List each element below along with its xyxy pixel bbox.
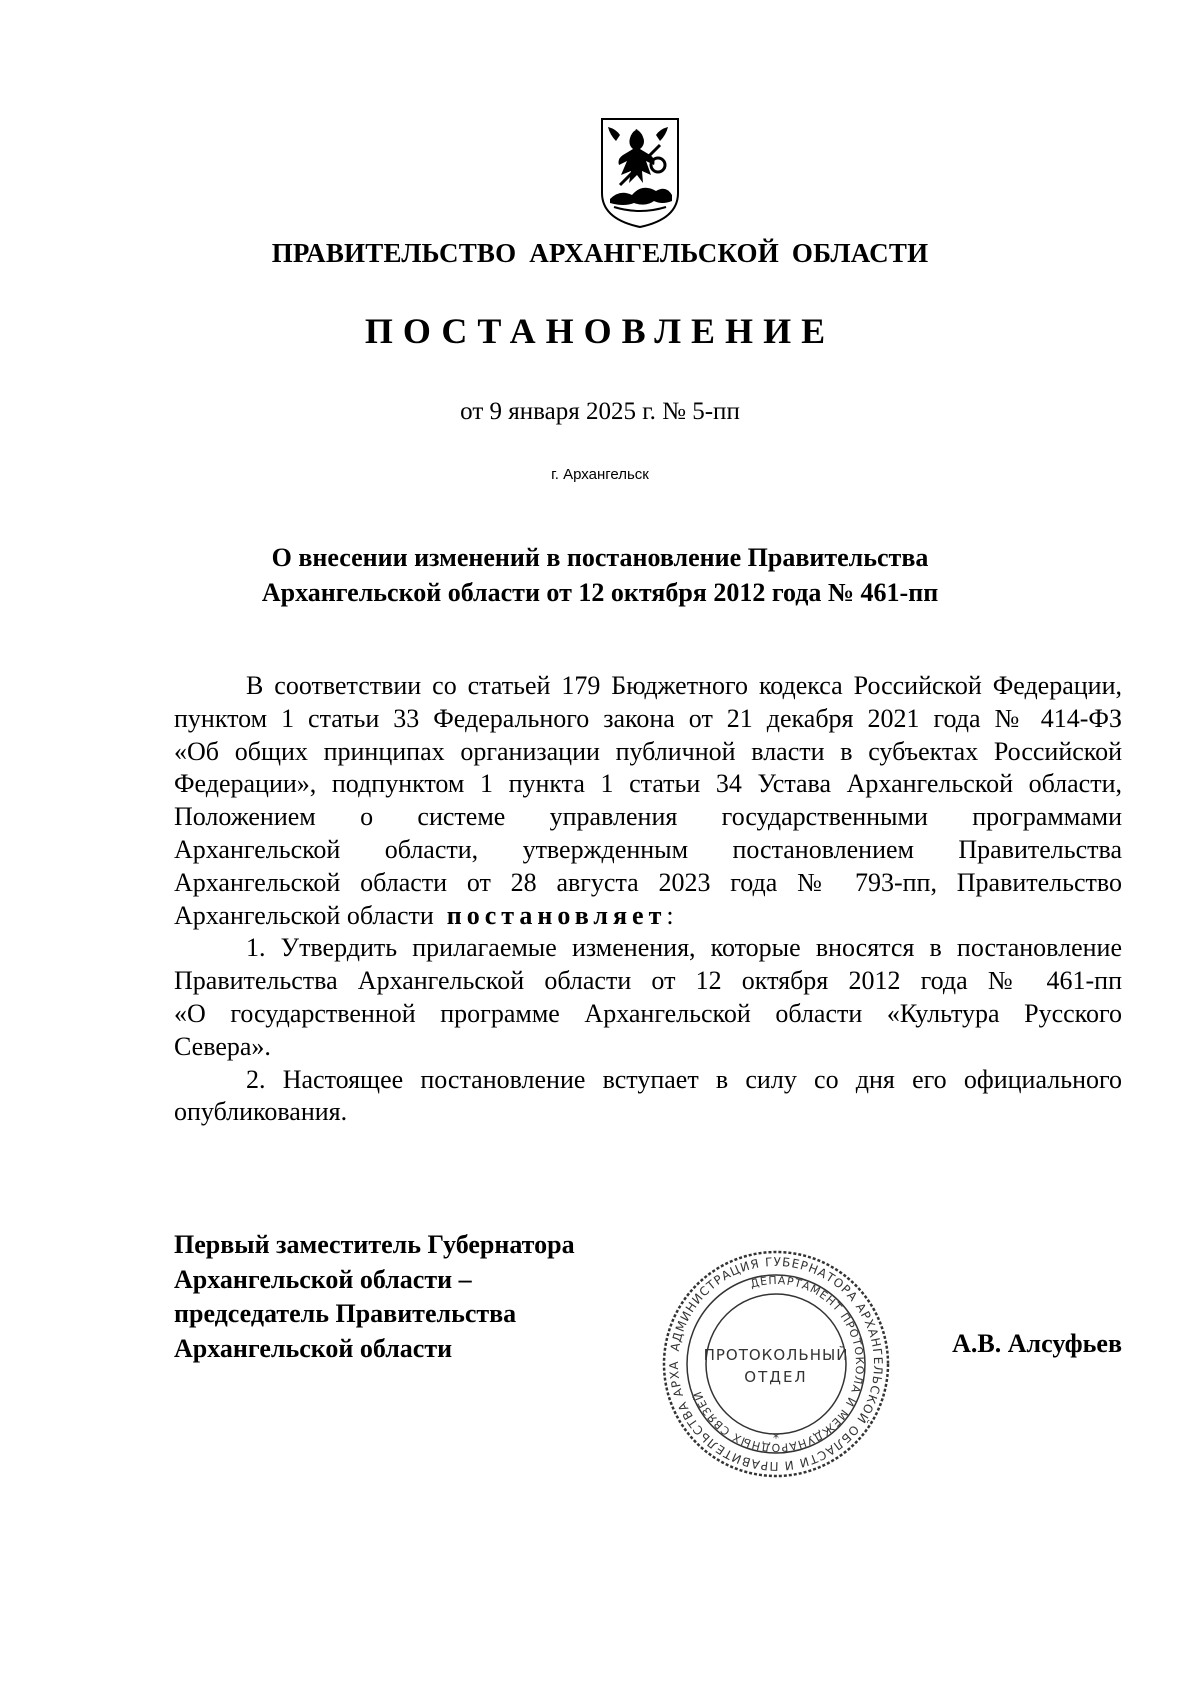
- body-line: Положением о системе управления государственными программами: [174, 802, 1122, 832]
- signer-position-line: Архангельской области –: [174, 1264, 472, 1294]
- body-line: 1. Утвердить прилагаемые изменения, которые вносятся в постановление: [246, 933, 1122, 963]
- body-paragraph-3: [174, 1064, 1122, 1130]
- subject-line: О внесении изменений в постановление Правительства: [271, 543, 929, 572]
- document-city: г. Архангельск: [551, 466, 649, 483]
- signer-name: А.В. Алсуфьев: [952, 1329, 1122, 1358]
- subject-line: Архангельской области от 12 октября 2012 года № 461-пп: [261, 578, 939, 607]
- body-line-prefix: Архангельской области: [174, 900, 434, 930]
- coat-of-arms-icon: [598, 115, 682, 230]
- signer-position: [174, 1228, 644, 1366]
- organization-title: ПРАВИТЕЛЬСТВО АРХАНГЕЛЬСКОЙ ОБЛАСТИ: [271, 238, 929, 268]
- body-line: Федерации», подпунктом 1 пункта 1 статьи 34 Устава Архангельской области,: [174, 769, 1122, 799]
- body-line-suffix: :: [666, 900, 674, 930]
- body-line: «Об общих принципах организации публичной власти в субъектах Российской: [174, 736, 1122, 766]
- stamp-outer-text: АДМИНИСТРАЦИЯ ГУБЕРНАТОРА АРХАНГЕЛЬСКОЙ ОБЛАСТИ И ПРАВИТЕЛЬСТВА АРХА: [666, 1254, 886, 1474]
- stamp-center-line-2: ОТДЕЛ: [744, 1368, 808, 1386]
- body-line: опубликования.: [174, 1097, 348, 1127]
- decree-keyword: постановляет: [446, 900, 667, 930]
- body-line: Севера».: [174, 1031, 271, 1061]
- body-line: В соответствии со статьей 179 Бюджетного кодекса Российской Федерации,: [246, 671, 1122, 700]
- body-line: «О государственной программе Архангельской области «Культура Русского: [174, 998, 1122, 1028]
- document-subject: [0, 540, 1200, 610]
- document-body: [174, 670, 1122, 1129]
- signer-position-line: Первый заместитель Губернатора: [174, 1230, 575, 1259]
- body-line: Архангельской области, утвержденным постановлением Правительства: [174, 834, 1122, 864]
- body-paragraph-2: [174, 932, 1122, 1063]
- body-paragraph-1: [174, 670, 1122, 932]
- stamp-center-line-1: ПРОТОКОЛЬНЫЙ: [703, 1346, 849, 1364]
- stamp-star-icon: *: [773, 1431, 779, 1445]
- body-line: пунктом 1 статьи 33 Федерального закона от 21 декабря 2021 года № 414-ФЗ: [174, 703, 1122, 733]
- stamp-inner-text: ДЕПАРТАМЕНТ ПРОТОКОЛА И МЕЖДУНАРОДНЫХ СВЯЗЕЙ: [690, 1273, 867, 1455]
- signer-position-line: Архангельской области: [174, 1333, 453, 1363]
- signer-position-line: председатель Правительства: [174, 1299, 517, 1328]
- body-line: [174, 900, 1122, 933]
- document-type: ПОСТАНОВЛЕНИЕ: [364, 311, 836, 351]
- body-line: 2. Настоящее постановление вступает в силу со дня его официального: [246, 1064, 1122, 1094]
- body-line: Правительства Архангельской области от 12 октября 2012 года № 461-пп: [174, 966, 1122, 996]
- body-line: Архангельской области от 28 августа 2023 года № 793-пп, Правительство: [174, 867, 1122, 897]
- official-stamp: [660, 1248, 892, 1480]
- document-date-number: от 9 января 2025 г. № 5-пп: [460, 398, 740, 425]
